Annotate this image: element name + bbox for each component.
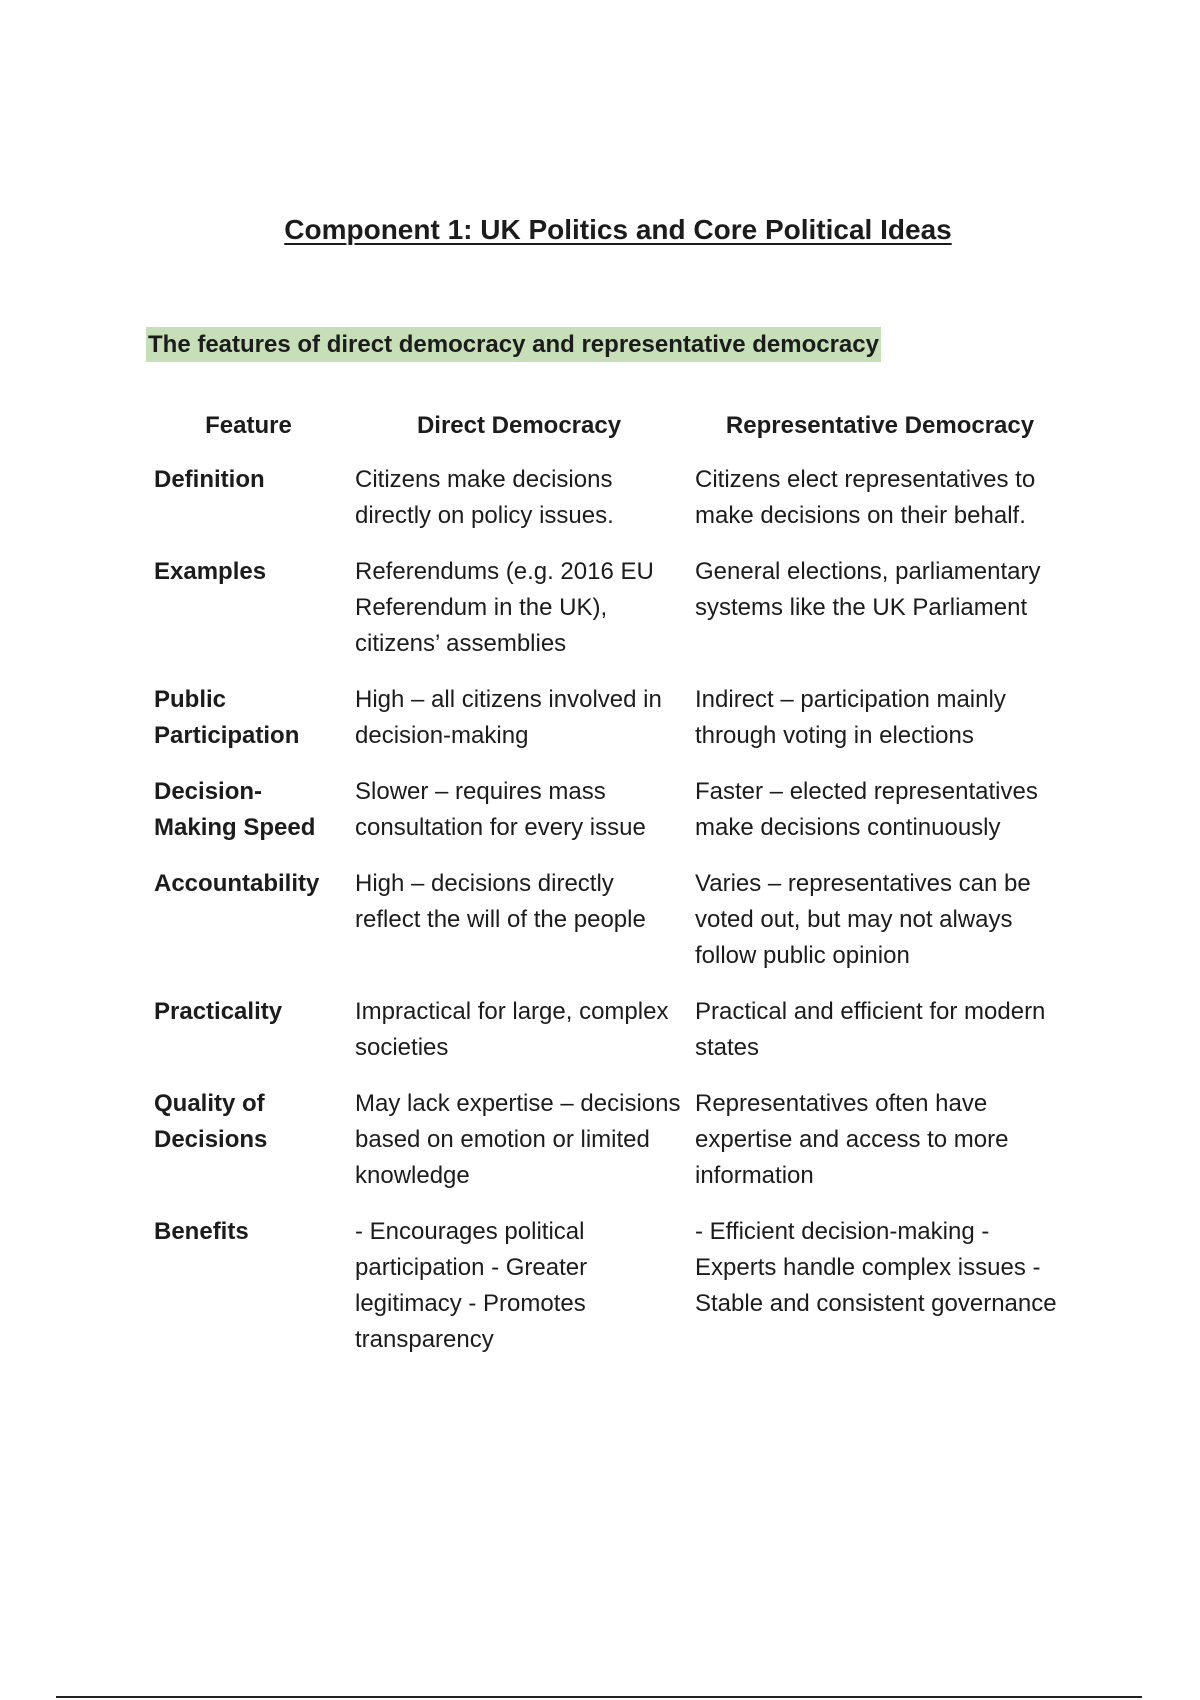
feature-cell: Quality of Decisions — [154, 1090, 268, 1153]
table-row — [148, 554, 1071, 682]
comparison-table — [148, 408, 1071, 1378]
feature-cell: Definition — [154, 466, 265, 493]
feature-cell: Examples — [154, 558, 267, 585]
direct-cell: High – decisions directly reflect the will of the people — [355, 870, 646, 933]
table-header-row — [148, 408, 1071, 462]
table-row — [148, 774, 1071, 866]
representative-cell: Practical and efficient for modern states — [695, 998, 1046, 1061]
table-row — [148, 1086, 1071, 1214]
header-feature: Feature — [205, 412, 292, 439]
table-row — [148, 682, 1071, 774]
representative-cell: Citizens elect representatives to make decisions on their behalf. — [695, 466, 1036, 529]
section-heading-text: The features of direct democracy and representative democracy — [146, 327, 881, 362]
representative-cell: Faster – elected representatives make decisions continuously — [695, 778, 1038, 841]
direct-cell: Slower – requires mass consultation for every issue — [355, 778, 646, 841]
table-row — [148, 1214, 1071, 1378]
feature-cell: Practicality — [154, 998, 283, 1025]
table-row — [148, 866, 1071, 994]
header-representative-democracy: Representative Democracy — [725, 412, 1035, 439]
direct-cell: Impractical for large, complex societies — [355, 998, 669, 1061]
direct-cell: - Encourages political participation - Greater legitimacy - Promotes transparency — [355, 1218, 588, 1353]
section-heading — [146, 331, 881, 359]
feature-cell: Benefits — [154, 1218, 249, 1245]
direct-cell: Referendums (e.g. 2016 EU Referendum in the UK), citizens’ assemblies — [355, 558, 654, 657]
direct-cell: High – all citizens involved in decision-making — [355, 686, 662, 749]
representative-cell: Representatives often have expertise and access to more information — [695, 1090, 1009, 1189]
representative-cell: - Efficient decision-making - Experts handle complex issues - Stable and consistent governance — [695, 1218, 1057, 1317]
feature-cell: Public Participation — [154, 686, 300, 749]
feature-cell: Decision-Making Speed — [154, 778, 316, 841]
direct-cell: Citizens make decisions directly on policy issues. — [355, 466, 614, 529]
table-row — [148, 462, 1071, 554]
representative-cell: Varies – representatives can be voted out, but may not always follow public opinion — [695, 870, 1031, 969]
table-row — [148, 994, 1071, 1086]
direct-cell: May lack expertise – decisions based on emotion or limited knowledge — [355, 1090, 681, 1189]
representative-cell: General elections, parliamentary systems like the UK Parliament — [695, 558, 1041, 621]
page-title: Component 1: UK Politics and Core Political Ideas — [284, 214, 952, 245]
bottom-divider — [56, 1696, 1142, 1698]
representative-cell: Indirect – participation mainly through voting in elections — [695, 686, 1006, 749]
feature-cell: Accountability — [154, 870, 320, 897]
header-direct-democracy: Direct Democracy — [416, 412, 622, 439]
